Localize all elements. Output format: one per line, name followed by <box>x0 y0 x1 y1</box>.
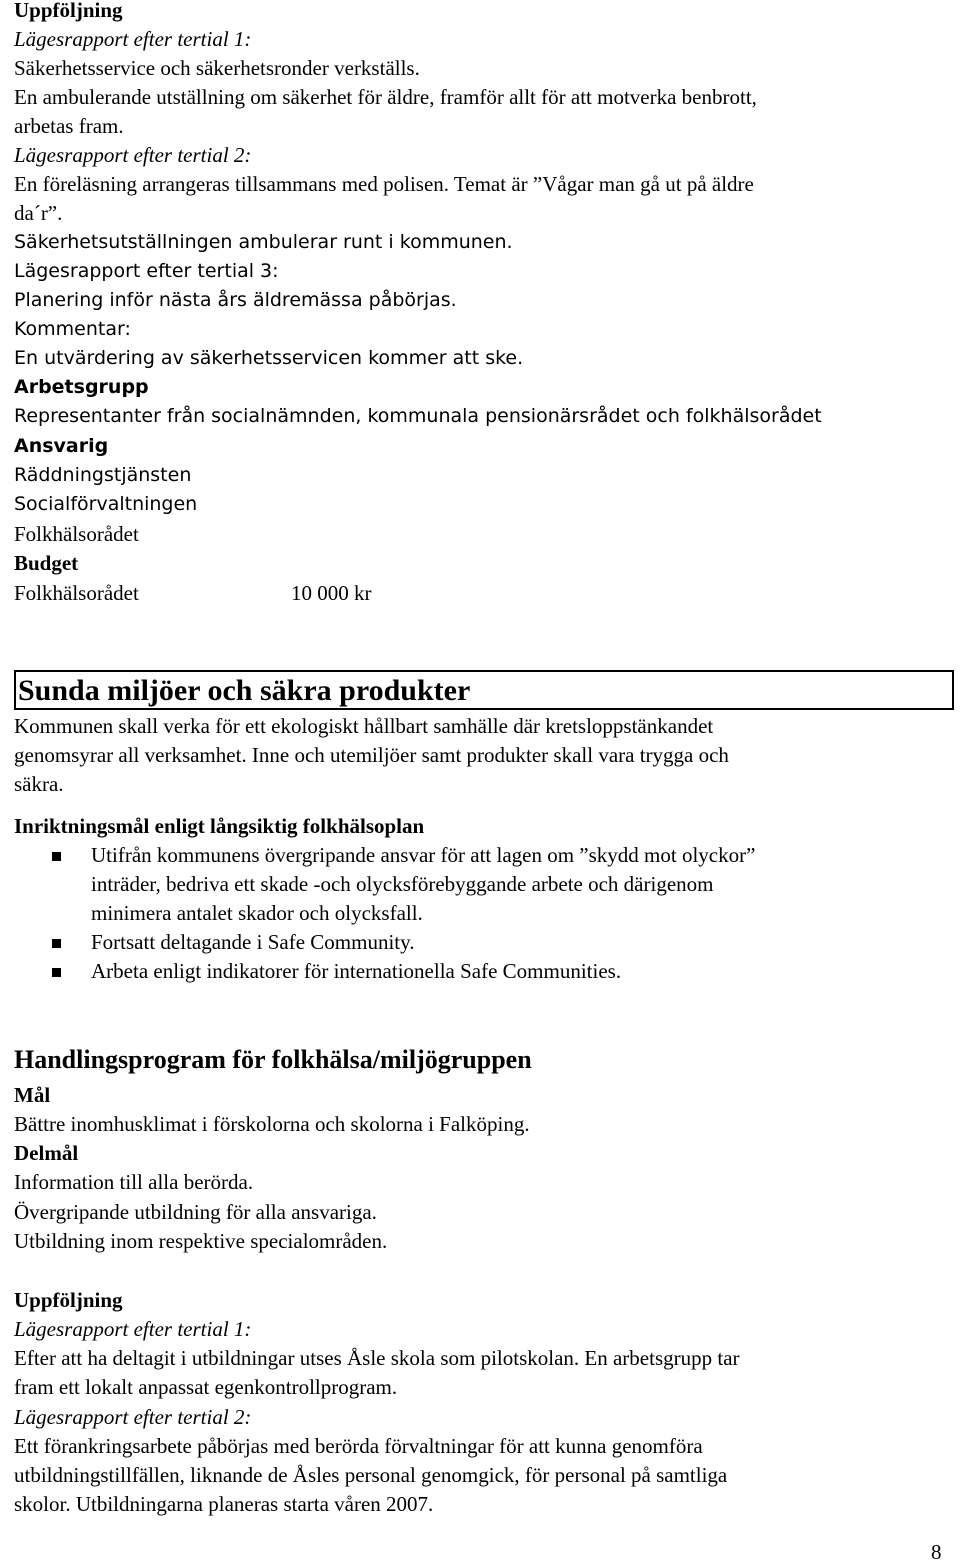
report-label-t1: Lägesrapport efter tertial 1: <box>14 27 252 51</box>
report-text: utbildningstillfällen, liknande de Åsles personal genomgick, för personal på samtliga <box>14 1463 728 1487</box>
report-text: En ambulerande utställning om säkerhet för äldre, framför allt för att motverka benbrott, <box>14 85 757 109</box>
bullet-text: Arbeta enligt indikatorer för internationella Safe Communities. <box>91 959 622 983</box>
bullet-text: Utifrån kommunens övergripande ansvar för att lagen om ”skydd mot olyckor” <box>91 843 756 867</box>
budget-name: Folkhälsorådet <box>14 581 139 605</box>
delmal-heading: Delmål <box>14 1141 79 1165</box>
report-text: Säkerhetsutställningen ambulerar runt i kommunen. <box>14 231 513 253</box>
ansvarig-heading: Ansvarig <box>14 435 109 457</box>
bullet-icon <box>52 852 61 861</box>
page-number: 8 <box>931 1540 942 1564</box>
report-text: arbetas fram. <box>14 114 124 138</box>
section-intro: Kommunen skall verka för ett ekologiskt hållbart samhälle där kretsloppstänkandet <box>14 714 714 738</box>
delmal-item: Information till alla berörda. <box>14 1170 254 1194</box>
bullet-text: inträder, bedriva ett skade -och olycksförebyggande arbete och därigenom <box>91 872 714 896</box>
bullet-icon <box>52 968 61 977</box>
report-text: En föreläsning arrangeras tillsammans med polisen. Temat är ”Vågar man gå ut på äldre <box>14 172 754 196</box>
uppfoljning-heading: Uppföljning <box>14 0 123 22</box>
section-title-box <box>14 670 954 710</box>
report-text: da´r”. <box>14 201 63 225</box>
bullet-icon <box>52 939 61 948</box>
bullet-text: minimera antalet skador och olycksfall. <box>91 901 423 925</box>
delmal-item: Utbildning inom respektive specialområden. <box>14 1229 388 1253</box>
report-text: fram ett lokalt anpassat egenkontrollprogram. <box>14 1375 398 1399</box>
bullet-text: Fortsatt deltagande i Safe Community. <box>91 930 415 954</box>
report-text: Efter att ha deltagit i utbildningar utses Åsle skola som pilotskolan. En arbetsgrupp tar <box>14 1346 740 1370</box>
ansvarig-item: Socialförvaltningen <box>14 493 198 515</box>
report-text: skolor. Utbildningarna planeras starta våren 2007. <box>14 1492 434 1516</box>
report-label-t2: Lägesrapport efter tertial 2: <box>14 143 252 167</box>
report-text: Planering inför nästa års äldremässa påbörjas. <box>14 289 457 311</box>
section-intro: säkra. <box>14 772 64 796</box>
report-text: Ett förankringsarbete påbörjas med berörda förvaltningar för att kunna genomföra <box>14 1434 703 1458</box>
comment-label: Kommentar: <box>14 318 131 340</box>
report-label-t3: Lägesrapport efter tertial 3: <box>14 260 279 282</box>
handlingsprogram-title: Handlingsprogram för folkhälsa/miljögruppen <box>14 1045 532 1074</box>
report-text: Säkerhetsservice och säkerhetsronder verkställs. <box>14 56 420 80</box>
mal-heading: Mål <box>14 1083 51 1107</box>
inriktning-heading: Inriktningsmål enligt långsiktig folkhälsoplan <box>14 814 425 838</box>
ansvarig-item: Räddningstjänsten <box>14 464 192 486</box>
budget-heading: Budget <box>14 551 79 575</box>
section-intro: genomsyrar all verksamhet. Inne och utemiljöer samt produkter skall vara trygga och <box>14 743 729 767</box>
delmal-item: Övergripande utbildning för alla ansvariga. <box>14 1200 377 1224</box>
report-label-t2: Lägesrapport efter tertial 2: <box>14 1405 252 1429</box>
budget-amount: 10 000 kr <box>291 581 372 605</box>
ansvarig-item: Folkhälsorådet <box>14 522 139 546</box>
arbetsgrupp-heading: Arbetsgrupp <box>14 376 149 398</box>
section-title: Sunda miljöer och säkra produkter <box>18 674 471 707</box>
arbetsgrupp-text: Representanter från socialnämnden, kommunala pensionärsrådet och folkhälsorådet <box>14 405 822 427</box>
report-label-t1: Lägesrapport efter tertial 1: <box>14 1317 252 1341</box>
mal-text: Bättre inomhusklimat i förskolorna och skolorna i Falköping. <box>14 1112 530 1136</box>
uppfoljning-heading: Uppföljning <box>14 1288 123 1312</box>
comment-text: En utvärdering av säkerhetsservicen kommer att ske. <box>14 347 524 369</box>
